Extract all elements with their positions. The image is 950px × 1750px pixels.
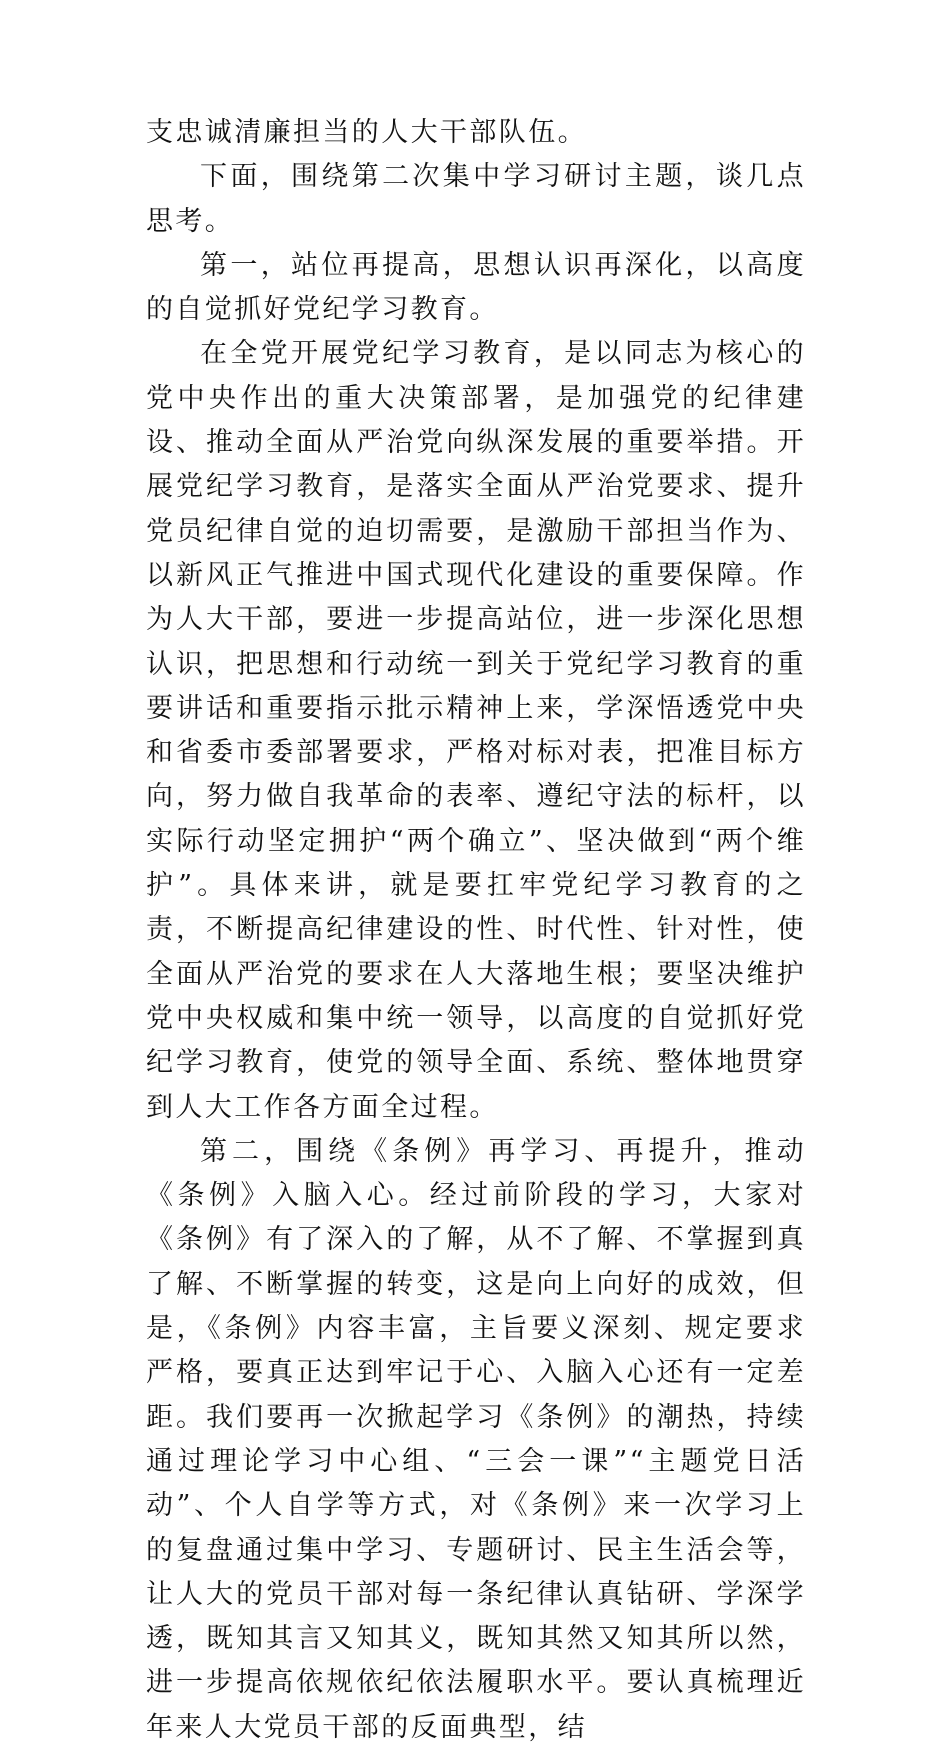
paragraph-heading-first: 第一，站位再提高，思想认识再深化，以高度的自觉抓好党纪学习教育。 xyxy=(146,249,806,326)
paragraph-intro: 下面，围绕第二次集中学习研讨主题，谈几点思考。 xyxy=(146,161,806,237)
paragraph-continuation: 支忠诚清廉担当的人大干部队伍。 xyxy=(146,117,587,148)
paragraph-body-second: 第二，围绕《条例》再学习、再提升，推动《条例》入脑入心。经过前阶段的学习，大家对《条例》有了深入的了解，从不了解、不掌握到真了解、不断掌握的转变，这是向上向好的成效，但是，《条例》内容丰富，主旨要义深刻、规定要求严格，要真正达到牢记于心、入脑入心还有一定差距。我们要再一次掀起学习《条例》的潮热，持续通过理论学习中心组、“三会一课”“主题党日活动”、个人自学等方式，对《条例》来一次学习上的复盘通过集中学习、专题研讨、民主生活会等，让人大的党员干部对每一条纪律认真钻研、学深学透，既知其言又知其义，既知其然又知其所以然，进一步提高依规依纪依法履职水平。要认真梳理近年来人大党员干部的反面典型，结 xyxy=(146,1135,806,1743)
paragraph-body-first: 在全党开展党纪学习教育，是以同志为核心的党中央作出的重大决策部署，是加强党的纪律建设、推动全面从严治党向纵深发展的重要举措。开展党纪学习教育，是落实全面从严治党要求、提升党员纪律自觉的迫切需要，是激励干部担当作为、以新风正气推进中国式现代化建设的重要保障。作为人大干部，要进一步提高站位，进一步深化思想认识，把思想和行动统一到关于党纪学习教育的重要讲话和重要指示批示精神上来，学深悟透党中央和省委市委部署要求，严格对标对表，把准目标方向，努力做自我革命的表率、遵纪守法的标杆，以实际行动坚定拥护“两个确立”、坚决做到“两个维护”。具体来讲，就是要扛牢党纪学习教育的之责，不断提高纪律建设的性、时代性、针对性，使全面从严治党的要求在人大落地生根；要坚决维护党中央权威和集中统一领导，以高度的自觉抓好党纪学习教育，使党的领导全面、系统、整体地贯穿到人大工作各方面全过程。 xyxy=(146,338,806,1123)
document-body xyxy=(146,111,806,1750)
